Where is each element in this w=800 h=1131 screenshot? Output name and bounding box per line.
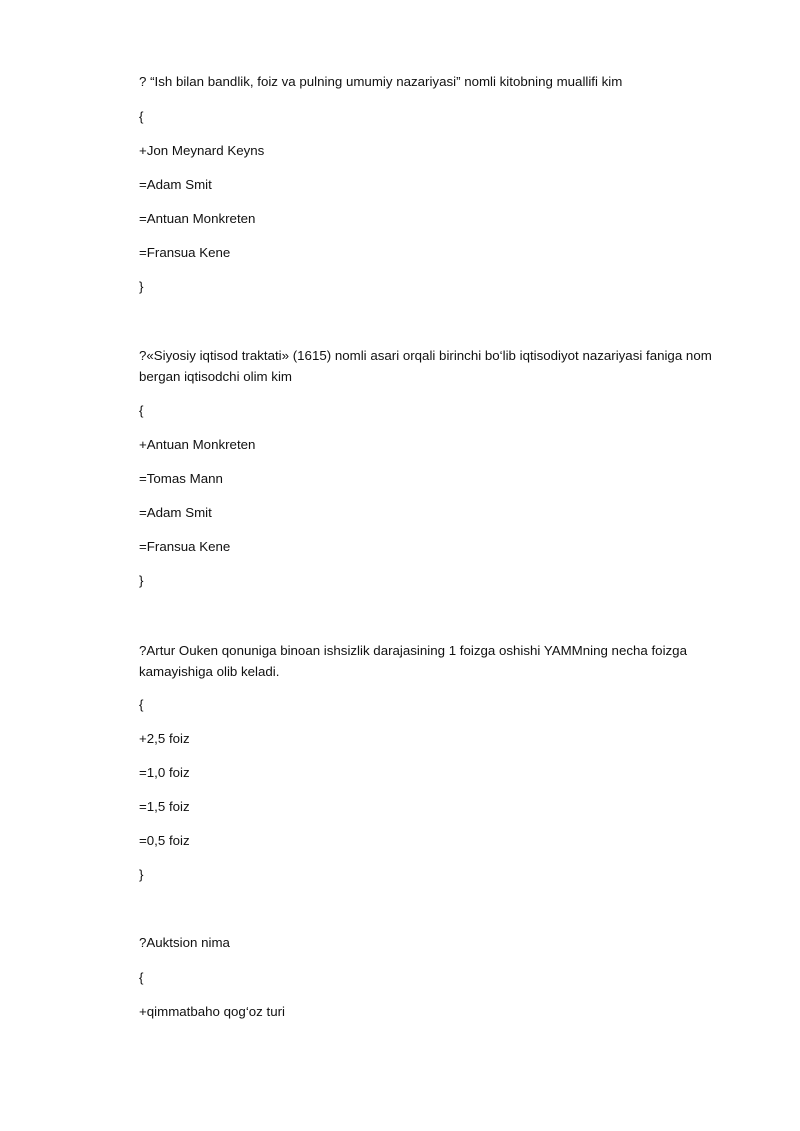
question-text: ?Auktsion nima bbox=[139, 935, 230, 950]
answer-option: =0,5 foiz bbox=[139, 833, 190, 848]
answer-option: =Antuan Monkreten bbox=[139, 211, 256, 226]
answer-option: +qimmatbaho qog‘oz turi bbox=[139, 1004, 285, 1019]
answer-option: =Adam Smit bbox=[139, 505, 212, 520]
answer-option: =Tomas Mann bbox=[139, 471, 223, 486]
answer-option: +Jon Meynard Keyns bbox=[139, 143, 265, 158]
answer-option: =1,0 foiz bbox=[139, 765, 190, 780]
answers-open-brace: { bbox=[139, 970, 144, 985]
answers-close-brace: } bbox=[139, 573, 144, 588]
question-text: ? “Ish bilan bandlik, foiz va pulning umumiy nazariyasi” nomli kitobning muallifi kim bbox=[139, 74, 623, 89]
answer-option: =Fransua Kene bbox=[139, 245, 231, 260]
answers-close-brace: } bbox=[139, 279, 144, 294]
answer-option: =Adam Smit bbox=[139, 177, 212, 192]
answers-open-brace: { bbox=[139, 403, 144, 418]
answer-option: =1,5 foiz bbox=[139, 799, 190, 814]
question-text: ?Artur Ouken qonuniga binoan ishsizlik darajasining 1 foizga oshishi YAMMning necha foizga kamayishiga olib keladi. bbox=[139, 643, 687, 679]
answer-option: +2,5 foiz bbox=[139, 731, 190, 746]
answer-option: +Antuan Monkreten bbox=[139, 437, 256, 452]
question-text: ?«Siyosiy iqtisod traktati» (1615) nomli asari orqali birinchi bo‘lib iqtisodiyot nazariyasi faniga nom bergan iqtisodchi olim kim bbox=[139, 348, 712, 384]
answer-option: =Fransua Kene bbox=[139, 539, 231, 554]
answers-open-brace: { bbox=[139, 697, 144, 712]
answers-open-brace: { bbox=[139, 109, 144, 124]
answers-close-brace: } bbox=[139, 867, 144, 882]
